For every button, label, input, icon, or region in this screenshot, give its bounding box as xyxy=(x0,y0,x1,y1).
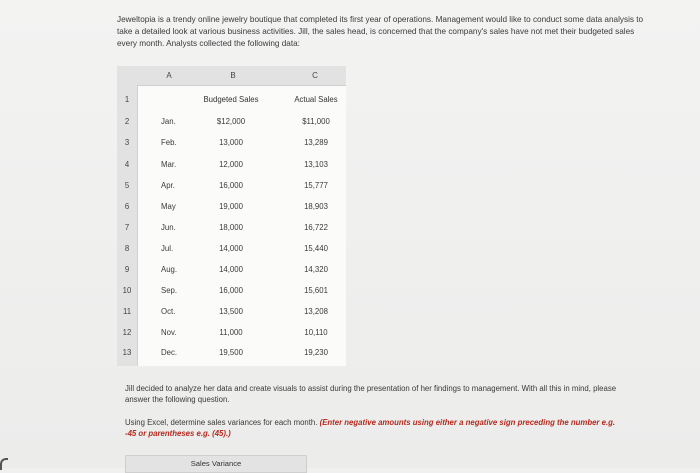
actual-sales-header: Actual Sales xyxy=(294,95,338,104)
row-number: 6 xyxy=(124,202,130,211)
month-cell: Apr. xyxy=(161,181,175,190)
sales-variance-header: Sales Variance xyxy=(125,455,307,473)
spreadsheet-image xyxy=(117,66,346,366)
partial-icon xyxy=(0,458,8,470)
actual-cell: 15,601 xyxy=(304,286,328,295)
row-number: 5 xyxy=(124,181,130,190)
actual-cell: 13,208 xyxy=(304,307,328,316)
actual-cell: $11,000 xyxy=(302,117,330,126)
month-cell: Dec. xyxy=(161,348,178,357)
row-number: 1 xyxy=(124,95,130,104)
actual-cell: 19,230 xyxy=(304,348,328,357)
actual-cell: 10,110 xyxy=(304,328,328,337)
row-number: 8 xyxy=(124,244,130,253)
negative-format-note: (Enter negative amounts using either a negative sign preceding the number e.g. -45 or parentheses e.g. (45).) xyxy=(125,418,616,438)
budgeted-cell: 12,000 xyxy=(219,160,243,169)
row-number: 4 xyxy=(124,160,130,169)
column-letter-c: C xyxy=(312,71,318,80)
column-letter-b: B xyxy=(230,71,236,80)
actual-cell: 15,440 xyxy=(304,244,328,253)
row-number: 3 xyxy=(124,138,130,147)
row-number: 9 xyxy=(124,265,130,274)
row-number: 10 xyxy=(122,286,132,295)
row-number: 2 xyxy=(124,117,130,126)
budgeted-cell: 16,000 xyxy=(219,181,243,190)
budgeted-cell: 16,000 xyxy=(219,286,243,295)
actual-cell: 13,103 xyxy=(304,160,328,169)
budgeted-cell: 13,500 xyxy=(219,307,243,316)
month-cell: Mar. xyxy=(161,160,177,169)
actual-cell: 14,320 xyxy=(304,265,328,274)
row-number: 12 xyxy=(122,328,132,337)
intro-paragraph: Jeweltopia is a trendy online jewelry boutique that completed its first year of operations. Management would like to conduct some data analysis to take a detailed look at various business activities. Jill, the sales head, is concerned that the company's sales have not met their budgeted sales every month. Analysts collected the following data: xyxy=(117,15,644,48)
month-cell: Jun. xyxy=(161,223,176,232)
column-header-bar xyxy=(117,66,346,86)
budgeted-cell: 14,000 xyxy=(219,265,243,274)
month-cell: Jul. xyxy=(161,244,174,253)
instruction-paragraph xyxy=(125,417,625,439)
month-cell: Jan. xyxy=(161,117,176,126)
row-number: 13 xyxy=(122,348,132,357)
actual-cell: 13,289 xyxy=(304,138,328,147)
actual-cell: 16,722 xyxy=(304,223,328,232)
budgeted-sales-header: Budgeted Sales xyxy=(203,95,259,104)
budgeted-cell: 14,000 xyxy=(219,244,243,253)
budgeted-cell: 13,000 xyxy=(219,138,243,147)
budgeted-cell: 11,000 xyxy=(219,328,243,337)
instruction-text: Using Excel, determine sales variances for each month. xyxy=(125,418,320,427)
actual-cell: 18,903 xyxy=(304,202,328,211)
budgeted-cell: 19,500 xyxy=(219,348,243,357)
month-cell: May xyxy=(161,202,176,211)
actual-cell: 15,777 xyxy=(304,181,328,190)
budgeted-cell: 18,000 xyxy=(219,223,243,232)
column-letter-a: A xyxy=(166,71,172,80)
budgeted-cell: $12,000 xyxy=(216,117,246,126)
row-number: 11 xyxy=(122,307,132,316)
month-cell: Oct. xyxy=(161,307,176,316)
row-number: 7 xyxy=(124,223,130,232)
month-cell: Aug. xyxy=(161,265,178,274)
month-cell: Sep. xyxy=(161,286,178,295)
month-cell: Feb. xyxy=(161,138,177,147)
budgeted-cell: 19,000 xyxy=(219,202,243,211)
analysis-paragraph: Jill decided to analyze her data and create visuals to assist during the presentation of her findings to management. With all this in mind, please answer the following question. xyxy=(125,384,617,404)
month-cell: Nov. xyxy=(161,328,177,337)
